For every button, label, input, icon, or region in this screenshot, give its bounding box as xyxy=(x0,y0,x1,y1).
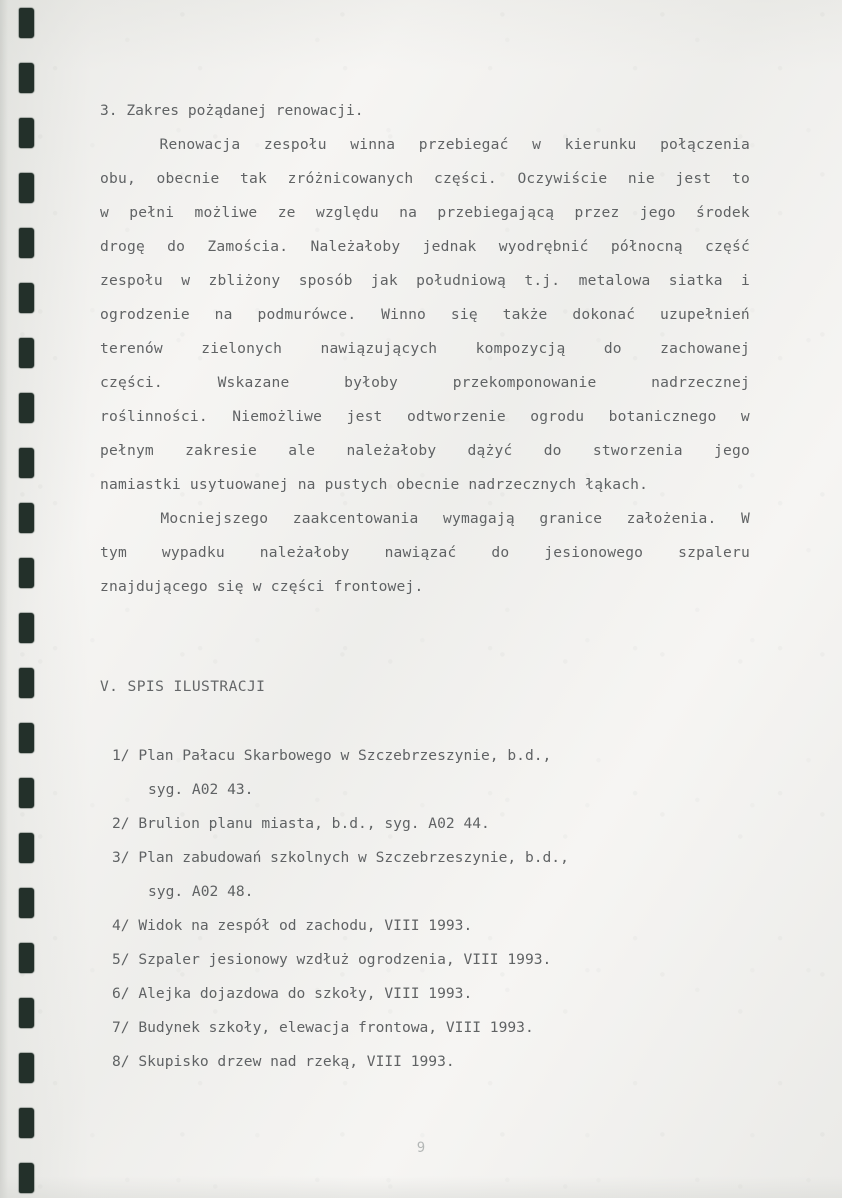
word: należałoby xyxy=(259,544,350,561)
illustration-list-item xyxy=(100,841,750,875)
word: wymagają xyxy=(442,510,515,527)
binding-mark xyxy=(19,668,34,698)
illustration-item-signature: syg. A02 43. xyxy=(148,781,254,798)
word: metalowa xyxy=(578,272,651,289)
word: zespołu xyxy=(100,272,163,289)
illustration-item-signature: syg. A02 48. xyxy=(148,883,254,900)
word: ale xyxy=(288,442,316,459)
illustration-item-text: Skupisko drzew nad rzeką, VIII 1993. xyxy=(138,1053,455,1070)
word: obu, xyxy=(100,170,136,187)
word: tak xyxy=(240,170,267,187)
word: należałoby xyxy=(346,442,437,459)
text-line xyxy=(100,536,750,570)
document-text-body xyxy=(100,94,750,1079)
word: pełni xyxy=(129,204,175,221)
binding-hole-marks xyxy=(0,0,52,1198)
binding-mark xyxy=(19,613,34,643)
word: połączenia xyxy=(660,136,750,153)
illustration-item-number: 2/ xyxy=(112,815,139,832)
word: Oczywiście xyxy=(517,170,608,187)
binding-mark xyxy=(19,8,34,38)
binding-mark xyxy=(19,998,34,1028)
illustration-item-text: Widok na zespół od zachodu, VIII 1993. xyxy=(138,917,473,934)
word: jest xyxy=(346,408,383,425)
word: to xyxy=(731,170,750,187)
text-line xyxy=(100,502,750,536)
word: do xyxy=(603,340,622,357)
text-line xyxy=(100,298,750,332)
word: zakresie xyxy=(185,442,258,459)
word: ogrodzenie xyxy=(100,306,190,323)
word: Należałoby xyxy=(310,238,401,255)
word: jak xyxy=(370,272,398,289)
word: w xyxy=(532,136,542,153)
word: Zamościa. xyxy=(207,238,289,255)
word: w xyxy=(740,408,750,425)
illustration-item-text: Plan Pałacu Skarbowego w Szczebrzeszynie, b.d., xyxy=(138,747,552,764)
word: względu xyxy=(315,204,379,221)
word: i xyxy=(741,272,750,289)
paragraphs-container xyxy=(100,128,750,604)
word: dążyć xyxy=(467,442,513,459)
illustrations-list xyxy=(100,739,750,1079)
word: obecnie xyxy=(156,170,220,187)
illustration-list-item xyxy=(100,977,750,1011)
illustration-item-number: 6/ xyxy=(112,985,139,1002)
page-number: 9 xyxy=(416,1140,426,1156)
word: zespołu xyxy=(263,136,327,153)
word: zachowanej xyxy=(660,340,750,357)
illustration-list-item xyxy=(100,1045,750,1079)
word: możliwe xyxy=(194,204,258,221)
word: pełnym xyxy=(100,442,154,459)
word: ze xyxy=(277,204,296,221)
binding-mark xyxy=(19,283,34,313)
word: do xyxy=(543,442,562,459)
word: przekomponowanie xyxy=(452,374,597,391)
illustration-item-number: 3/ xyxy=(112,849,139,866)
word: W xyxy=(741,510,750,527)
word: jest xyxy=(675,170,712,187)
text-line xyxy=(100,162,750,196)
word: jesionowego xyxy=(544,544,644,561)
binding-mark xyxy=(19,1108,34,1138)
word: zbliżony xyxy=(208,272,281,289)
binding-mark xyxy=(19,173,34,203)
illustration-list-item xyxy=(100,807,750,841)
word: części. xyxy=(100,374,163,391)
binding-mark xyxy=(19,118,34,148)
paragraph-boundaries xyxy=(100,502,750,604)
binding-mark xyxy=(19,558,34,588)
illustration-list-item xyxy=(100,739,750,773)
binding-mark xyxy=(19,1163,34,1193)
word: Mocniejszego xyxy=(160,510,269,527)
word: siatka xyxy=(668,272,723,289)
section-heading: 3. Zakres pożądanej renowacji. xyxy=(100,102,364,119)
word: zaakcentowania xyxy=(292,510,419,527)
word: przebiegać xyxy=(418,136,509,153)
word: t.j. xyxy=(524,272,561,289)
word: uzupełnień xyxy=(660,306,750,323)
illustration-item-text: Budynek szkoły, elewacja frontowa, VIII 1993. xyxy=(138,1019,534,1036)
indent-spacer xyxy=(100,502,136,536)
word: odtworzenie xyxy=(406,408,506,425)
word: szpaleru xyxy=(678,544,750,561)
word: nie xyxy=(627,170,655,187)
word: granice xyxy=(539,510,603,527)
word: jednak xyxy=(422,238,477,255)
binding-mark xyxy=(19,888,34,918)
illustration-item-text: Plan zabudowań szkolnych w Szczebrzeszynie, b.d., xyxy=(138,849,569,866)
text-line: namiastki usytuowanej na pustych obecnie nadrzecznych łąkach. xyxy=(100,476,649,493)
illustration-list-item xyxy=(100,909,750,943)
word: drogę xyxy=(100,238,145,255)
word: podmurówce. xyxy=(257,306,357,323)
word: tym xyxy=(100,544,127,561)
illustration-item-number: 4/ xyxy=(112,917,139,934)
word: założenia. xyxy=(626,510,717,527)
binding-mark xyxy=(19,833,34,863)
paragraph-renovation xyxy=(100,128,750,502)
binding-mark xyxy=(19,338,34,368)
illustrations-list-heading: V. SPIS ILUSTRACJI xyxy=(100,678,266,695)
binding-mark xyxy=(19,778,34,808)
illustration-item-number: 8/ xyxy=(112,1053,139,1070)
word: kompozycją xyxy=(475,340,566,357)
text-line xyxy=(100,230,750,264)
word: dokonać xyxy=(572,306,636,323)
text-line xyxy=(100,264,750,298)
binding-mark xyxy=(19,63,34,93)
binding-mark xyxy=(19,228,34,258)
word: kierunku xyxy=(564,136,637,153)
word: stworzenia xyxy=(592,442,683,459)
word: do xyxy=(167,238,186,255)
binding-mark xyxy=(19,393,34,423)
word: nawiązujących xyxy=(320,340,438,357)
word: botanicznego xyxy=(608,408,717,425)
word: część xyxy=(705,238,750,255)
word: przez xyxy=(574,204,620,221)
word: Wskazane xyxy=(217,374,290,391)
word: nadrzecznej xyxy=(651,374,750,391)
word: południową xyxy=(416,272,507,289)
word: zróżnicowanych xyxy=(287,170,414,187)
word: Winno xyxy=(381,306,427,323)
illustration-item-number: 7/ xyxy=(112,1019,139,1036)
binding-mark xyxy=(19,723,34,753)
binding-mark xyxy=(19,503,34,533)
text-line xyxy=(100,434,750,468)
word: zielonych xyxy=(201,340,283,357)
illustration-item-number: 5/ xyxy=(112,951,139,968)
illustration-item-text: Brulion planu miasta, b.d., syg. A02 44. xyxy=(138,815,490,832)
word: sposób xyxy=(298,272,353,289)
word: wypadku xyxy=(161,544,225,561)
word: Niemożliwe xyxy=(232,408,323,425)
word: roślinności. xyxy=(100,408,208,425)
binding-mark xyxy=(19,1053,34,1083)
word: ogrodu xyxy=(530,408,585,425)
word: przebiegającą xyxy=(437,204,555,221)
text-line xyxy=(100,400,750,434)
text-line: znajdującego się w części frontowej. xyxy=(100,578,424,595)
text-line xyxy=(100,128,750,162)
text-line xyxy=(100,196,750,230)
text-line xyxy=(100,366,750,400)
binding-mark xyxy=(19,943,34,973)
illustration-item-text: Alejka dojazdowa do szkoły, VIII 1993. xyxy=(138,985,473,1002)
word: w xyxy=(100,204,109,221)
word: części. xyxy=(433,170,497,187)
word: na xyxy=(399,204,418,221)
illustration-item-number: 1/ xyxy=(112,747,139,764)
illustration-list-item xyxy=(100,943,750,977)
illustration-item-text: Szpaler jesionowy wzdłuż ogrodzenia, VIII 1993. xyxy=(138,951,552,968)
word: północną xyxy=(610,238,683,255)
word: nawiązać xyxy=(384,544,457,561)
word: do xyxy=(491,544,510,561)
word: także xyxy=(502,306,548,323)
word: jego xyxy=(639,204,676,221)
word: byłoby xyxy=(344,374,399,391)
word: środek xyxy=(695,204,750,221)
illustration-list-item xyxy=(100,1011,750,1045)
word: Renowacja xyxy=(159,136,241,153)
indent-spacer xyxy=(100,128,136,162)
word: się xyxy=(450,306,478,323)
word: wyodrębnić xyxy=(498,238,589,255)
binding-mark xyxy=(19,448,34,478)
word: jego xyxy=(713,442,750,459)
word: na xyxy=(214,306,233,323)
scan-edge-shadow-bottom xyxy=(0,1176,842,1198)
word: winna xyxy=(350,136,396,153)
word: terenów xyxy=(100,340,163,357)
text-line xyxy=(100,332,750,366)
word: w xyxy=(181,272,191,289)
